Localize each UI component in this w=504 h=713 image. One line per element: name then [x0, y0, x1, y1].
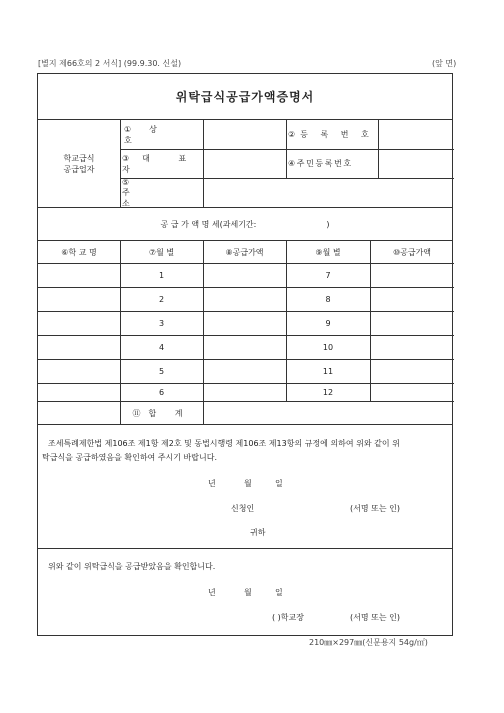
addressee-label: 귀하 — [250, 528, 266, 537]
declaration-text-line1: 조세특례제한법 제106조 제1항 제2호 및 동법시행령 제106조 제13항의 규정에 의하여 위와 같이 위 — [48, 439, 400, 448]
amount-header-left: ⑧공급가액 — [225, 247, 264, 257]
resident-number-label: ④주민등록번호 — [288, 159, 353, 168]
applicant-sign-label: (서명 또는 인) — [350, 504, 400, 513]
month-cell: 2 — [158, 294, 165, 304]
month-cell: 10 — [322, 342, 334, 352]
amount-statement-title-end: ) — [326, 219, 330, 229]
declaration-section — [38, 425, 452, 549]
representative-field[interactable] — [203, 149, 286, 178]
receipt-section — [38, 549, 452, 637]
month-cell: 12 — [322, 387, 334, 397]
registration-number-label: ②등 록 번 호 — [288, 130, 374, 139]
month-cell: 7 — [325, 270, 331, 280]
form-title: 위탁급식공급가액증명서 — [175, 90, 315, 104]
month-cell: 3 — [158, 318, 165, 328]
business-name-label: ①상 호 — [124, 124, 175, 145]
supplier-label-line1: 학교급식 — [63, 154, 95, 163]
month-cell: 1 — [158, 270, 165, 280]
supplier-label-line2: 공급업자 — [63, 165, 95, 174]
month-cell: 11 — [322, 366, 334, 376]
total-label: ⑪합 계 — [132, 408, 191, 418]
total-amount-field[interactable] — [203, 401, 454, 425]
address-label: ⑤주 소 — [122, 177, 172, 208]
title-section — [38, 74, 452, 120]
receipt-text: 위와 같이 위탁급식을 공급받았음을 확인합니다. — [48, 562, 216, 571]
month-header-left: ⑦월 별 — [148, 247, 175, 257]
receipt-day-label: 일 — [275, 588, 283, 597]
supplier-section — [38, 120, 452, 208]
representative-label: ③대 표 자 — [122, 153, 200, 174]
amount-table — [38, 241, 452, 425]
page-side-label: (앞 면) — [432, 59, 457, 68]
receipt-month-label: 월 — [244, 588, 252, 597]
date-month-label: 월 — [244, 479, 252, 488]
month-cell: 4 — [158, 342, 165, 352]
certificate-form — [37, 73, 453, 636]
receipt-year-label: 년 — [208, 588, 216, 597]
month-cell: 8 — [325, 294, 331, 304]
declaration-text-line2: 탁급식을 공급하였음을 확인하여 주시기 바랍니다. — [42, 453, 218, 462]
paper-spec-footer: 210㎜×297㎜(신문용지 54g/㎡) — [309, 638, 428, 647]
form-reference: [별지 제66호의 2 서식] (99.9.30. 신설) — [38, 59, 182, 68]
resident-number-field[interactable] — [378, 149, 454, 178]
month-cell: 6 — [158, 387, 165, 397]
month-cell: 5 — [158, 366, 165, 376]
principal-label: ( )학교장 — [272, 613, 304, 622]
business-name-field[interactable] — [203, 120, 286, 149]
amount-header-right: ⑩공급가액 — [392, 247, 432, 257]
amount-statement-title-text: 공 급 가 액 명 세(과세기간: — [160, 219, 257, 229]
supplier-group-label — [38, 120, 120, 208]
school-name-header: ⑥학 교 명 — [61, 247, 97, 257]
date-day-label: 일 — [275, 479, 283, 488]
month-header-right: ⑨월 별 — [315, 247, 341, 257]
address-field[interactable] — [203, 178, 454, 208]
applicant-label: 신청인 — [231, 504, 255, 513]
registration-number-field[interactable] — [378, 120, 454, 149]
amount-statement-title — [38, 208, 452, 241]
principal-sign-label: (서명 또는 인) — [350, 613, 400, 622]
date-year-label: 년 — [208, 479, 216, 488]
month-cell: 9 — [325, 318, 331, 328]
